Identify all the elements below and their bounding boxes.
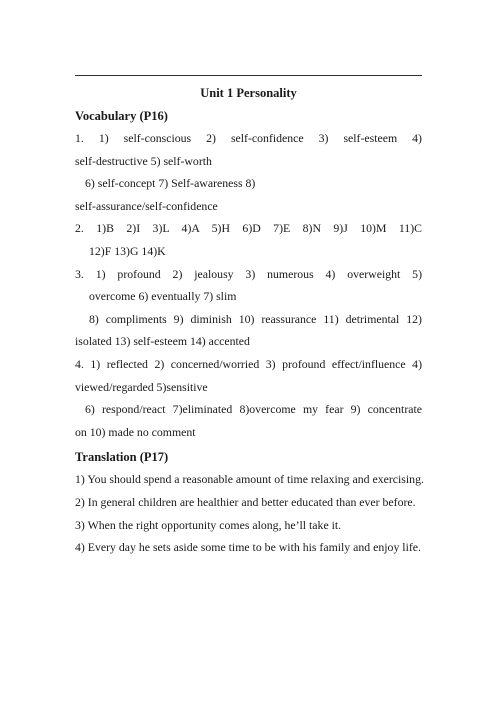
- vocab-line: 8) compliments 9) diminish 10) reassurance 11) detrimental 12): [89, 311, 422, 326]
- translation-line: 4) Every day he sets aside some time to be with his family and enjoy life.: [75, 540, 421, 555]
- vocab-line: on 10) made no comment: [75, 424, 196, 439]
- vocab-line: 2. 1)B 2)I 3)L 4)A 5)H 6)D 7)E 8)N 9)J 10)M 11)C: [75, 221, 422, 236]
- vocab-line: self-assurance/self-confidence: [75, 198, 218, 213]
- unit-title: Unit 1 Personality: [200, 86, 297, 100]
- vocab-line: isolated 13) self-esteem 14) accented: [75, 334, 250, 349]
- vocab-line: 12)F 13)G 14)K: [89, 243, 166, 258]
- document-page: [75, 84, 422, 559]
- translation-line: 1) You should spend a reasonable amount of time relaxing and exercising.: [75, 472, 424, 487]
- vocab-line: viewed/regarded 5)sensitive: [75, 379, 208, 394]
- vocab-line: 4. 1) reflected 2) concerned/worried 3) profound effect/influence 4): [75, 356, 422, 371]
- translation-line: 3) When the right opportunity comes along, he’ll take it.: [75, 517, 342, 532]
- vocab-line: 6) self-concept 7) Self-awareness 8): [85, 176, 256, 191]
- translation-line: 2) In general children are healthier and better educated than ever before.: [75, 494, 416, 509]
- translation-heading: Translation (P17): [75, 450, 169, 465]
- vocab-line: 6) respond/react 7)eliminated 8)overcome my fear 9) concentrate: [85, 402, 422, 417]
- vocab-line: self-destructive 5) self-worth: [75, 153, 212, 168]
- vocab-line: 3. 1) profound 2) jealousy 3) numerous 4) overweight 5): [75, 266, 422, 281]
- vocabulary-heading: Vocabulary (P16): [75, 109, 168, 123]
- vocab-line: overcome 6) eventually 7) slim: [89, 289, 237, 304]
- vocab-line: 1. 1) self-conscious 2) self-confidence 3) self-esteem 4): [75, 131, 422, 145]
- top-rule: [75, 75, 422, 76]
